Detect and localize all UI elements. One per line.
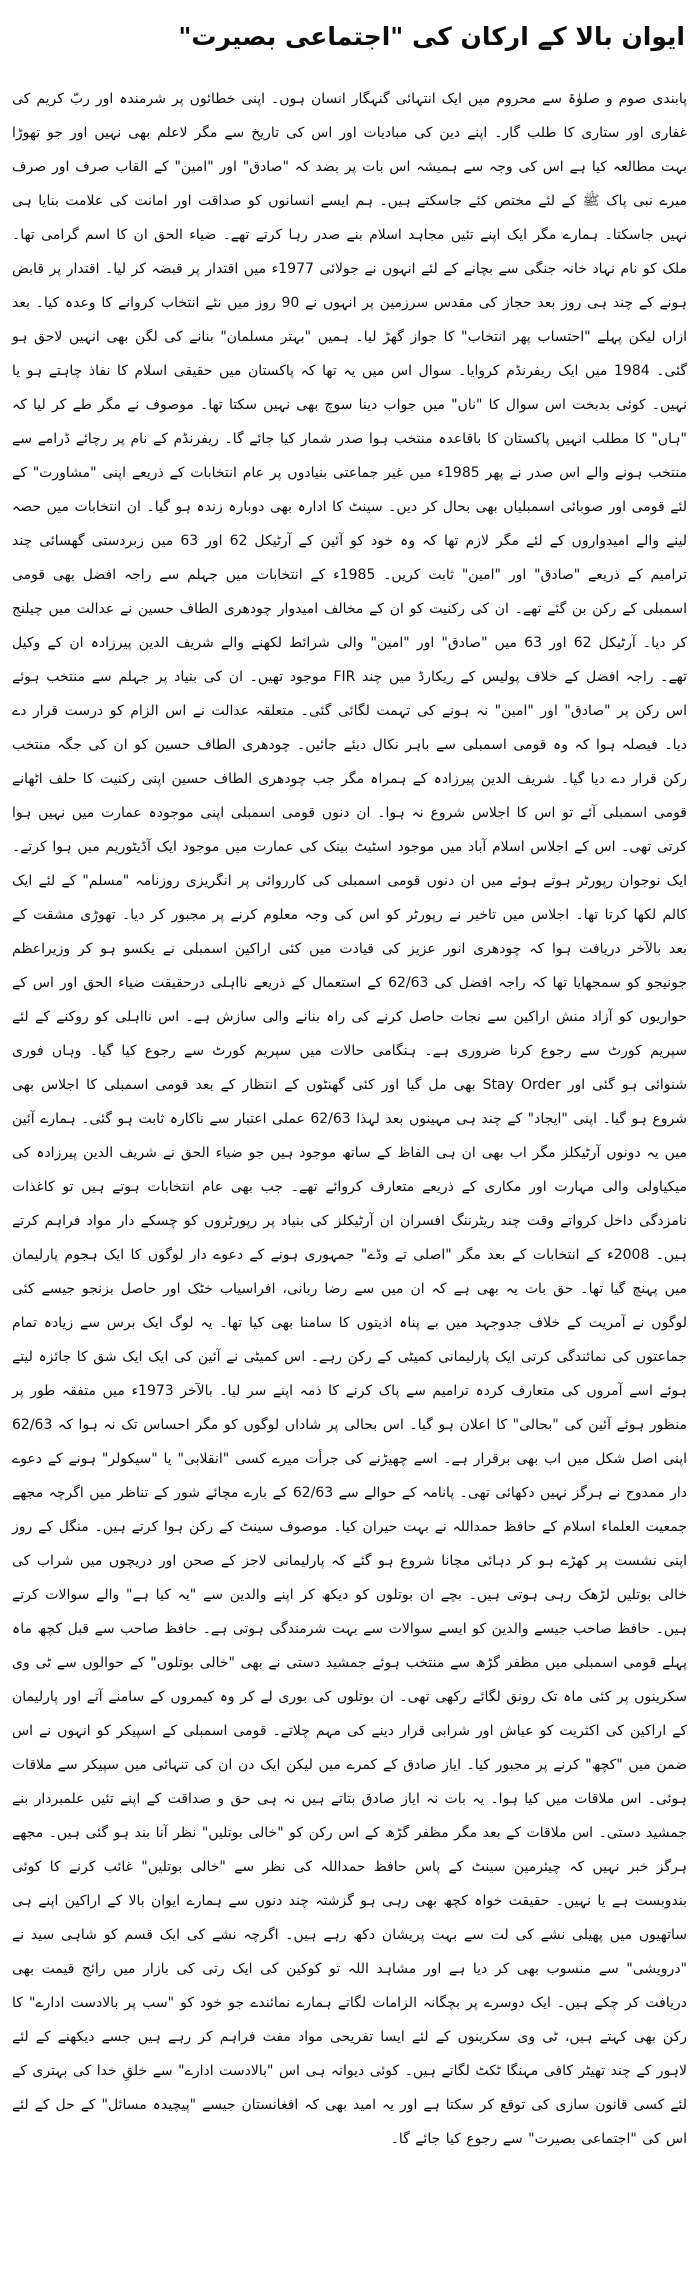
article-title: ایوان بالا کے ارکان کی "اجتماعی بصیرت": [178, 22, 685, 51]
article-body-text: پابندی صوم و صلوٰۃ سے محروم میں ایک انتہائی گنہگار انسان ہوں۔ اپنی خطائوں پر شرمندہ اور ربّ کریم کی غفاری اور ستاری کا طلب گار۔ اپنے دین کی مبادیات اور اس کی تاریخ سے مگر لاعلم بھی نہیں اور جو تھوڑا بہت مطالعہ کیا ہے اس کی وجہ سے ہمیشہ اس بات پر بضد کہ "صادق" اور "امین" کے القاب صرف اور صرف میرے نبی پاک ﷺ کے لئے مختص کئے جاسکتے ہیں۔ ہم ایسے انسانوں کو صداقت اور امانت کی علامت بنایا ہی نہیں جاسکتا۔ ہمارے مگر ایک اپنے تئیں مجاہد اسلام بنے صدر رہا کرتے تھے۔ ضیاء الحق ان کا اسم گرامی تھا۔ ملک کو نام نہاد خانہ جنگی سے بچانے کے لئے انہوں نے جولائی 1977ء میں اقتدار پر قبضہ کر لیا۔ اقتدار پر قابض ہونے کے چند ہی روز بعد حجاز کی مقدس سرزمین پر انہوں نے 90 روز میں نئے انتخاب کروانے کا وعدہ کیا۔ بعد ازاں لیکن پہلے "احتساب پھر انتخاب" کا جواز گھڑ لیا۔ ہمیں "بہتر مسلمان" بنانے کی لگن بھی انہیں لاحق ہو گئی۔ 1984 میں ایک ریفرنڈم کروایا۔ سوال اس میں یہ تھا کہ پاکستان میں حقیقی اسلام کا نفاذ چاہتے ہو یا نہیں۔ کوئی بدبخت اس سوال کا "ناں" میں جواب دینا سوچ بھی نہیں سکتا تھا۔ موصوف نے مگر طے کر لیا کہ "ہاں" کا مطلب انہیں پاکستان کا باقاعدہ منتخب ہوا صدر شمار کیا جائے گا۔ ریفرنڈم کے نام پر رچائے ڈرامے سے منتخب ہونے والے اس صدر نے پھر 1985ء میں غیر جماعتی بنیادوں پر عام انتخابات کے ذریعے اپنی "مشاورت" کے لئے قومی اور صوبائی اسمبلیاں بھی بحال کر دیں۔ سینٹ کا ادارہ بھی دوبارہ زندہ ہو گیا۔ ان انتخابات میں حصہ لینے والے امیدواروں کے لئے مگر لازم تھا کہ وہ خود کو آئین کے آرٹیکل 62 اور 63 میں زبردستی گھسائی چند ترامیم کے ذریعے "صادق" اور "امین" ثابت کریں۔ 1985ء کے انتخابات میں جہلم سے راجہ افضل بھی قومی اسمبلی کے رکن بن گئے تھے۔ ان کی رکنیت کو ان کے مخالف امیدوار چودھری الطاف حسین نے عدالت میں چیلنج کر دیا۔ آرٹیکل 62 اور 63 میں "صادق" اور "امین" والی شرائط لکھنے والے شریف الدین پیرزادہ ان کے وکیل تھے۔ راجہ افضل کے خلاف پولیس کے ریکارڈ میں چند FIR موجود تھیں۔ ان کی بنیاد پر جہلم سے منتخب ہوئے اس رکن پر "صادق" اور "امین" نہ ہونے کی تہمت لگائی گئی۔ متعلقہ عدالت نے اس الزام کو درست قرار دے دیا۔ فیصلہ ہوا کہ وہ قومی اسمبلی سے باہر نکال دیئے جائیں۔ چودھری الطاف حسین کو ان کی جگہ منتخب رکن قرار دے دیا گیا۔ شریف الدین پیرزادہ کے ہمراہ مگر جب چودھری الطاف حسین اپنی رکنیت کا حلف اٹھانے قومی اسمبلی آئے تو اس کا اجلاس شروع نہ ہوا۔ ان دنوں قومی اسمبلی اپنی موجودہ عمارت میں نہیں ہوا کرتی تھی۔ اس کے اجلاس اسلام آباد میں موجود اسٹیٹ بینک کی عمارت میں موجود ایک آڈیٹوریم میں ہوا کرتے۔ ایک نوجوان رپورٹر ہوتے ہوئے میں ان دنوں قومی اسمبلی کی کارروائی پر انگریزی روزنامہ "مسلم" کے لئے ایک کالم لکھا کرتا تھا۔ اجلاس میں تاخیر نے رپورٹر کو اس کی وجہ معلوم کرنے پر مجبور کر دیا۔ تھوڑی مشقت کے بعد بالآخر دریافت ہوا کہ چودھری انور عزیز کی قیادت میں کئی اراکین اسمبلی نے یکسو ہو کر وزیراعظم جونیجو کو سمجھایا تھا کہ راجہ افضل کی 62/63 کے استعمال کے ذریعے نااہلی درحقیقت ضیاء الحق اور اس کے حواریوں کو آزاد منش اراکین سے نجات حاصل کرنے کی راہ بنانے والی سازش ہے۔ اس نااہلی کو روکنے کے لئے سپریم کورٹ سے رجوع کرنا ضروری ہے۔ ہنگامی حالات میں سپریم کورٹ سے رجوع کیا گیا۔ وہاں فوری شنوائی ہو گئی اور Stay Order بھی مل گیا اور کئی گھنٹوں کے انتظار کے بعد قومی اسمبلی کا اجلاس بھی شروع ہو گیا۔ اپنی "ایجاد" کے چند ہی مہینوں بعد لہذا 62/63 عملی اعتبار سے ناکارہ ثابت ہو گئی۔ ہمارے آئین میں یہ دونوں آرٹیکلز مگر اب بھی ان ہی الفاظ کے ساتھ موجود ہیں جو ضیاء الحق نے شریف الدین پیرزادہ کی میکیاولی والی مہارت اور مکاری کے ذریعے متعارف کروائے تھے۔ جب بھی عام انتخابات ہوتے ہیں تو کاغذات نامزدگی داخل کرواتے وقت چند ریٹرننگ افسران ان آرٹیکلز کی بنیاد پر رپورٹروں کو چسکے دار مواد فراہم کرتے ہیں۔ 2008ء کے انتخابات کے بعد مگر "اصلی تے وڈے" جمہوری ہونے کے دعوے دار لوگوں کا ایک ہجوم پارلیمان میں پہنچ گیا تھا۔ حق بات یہ بھی ہے کہ ان میں سے رضا ربانی، افراسیاب خٹک اور حاصل بزنجو جیسے کئی لوگوں نے آمریت کے خلاف جدوجہد میں بے پناہ اذیتوں کا سامنا بھی کیا تھا۔ یہ لوگ ایک برس سے زیادہ تمام جماعتوں کی نمائندگی کرتی ایک پارلیمانی کمیٹی کے رکن رہے۔ اس کمیٹی نے آئین کی ایک ایک شق کا جائزہ لیتے ہوئے اسے آمروں کی متعارف کردہ ترامیم سے پاک کرنے کا ذمہ اپنے سر لیا۔ بالآخر 1973ء میں متفقہ طور پر منظور ہوئے آئین کی "بحالی" کا اعلان ہو گیا۔ اس بحالی پر شاداں لوگوں کو مگر احساس تک نہ ہوا کہ 62/63 اپنی اصل شکل میں اب بھی برقرار ہے۔ اسے چھیڑنے کی جرأت میرے کسی "انقلابی" یا "سیکولر" ہونے کے دعوے دار ممدوح نے ہرگز نہیں دکھائی تھی۔ پانامہ کے حوالے سے 62/63 کے بارے مچائے شور کے تناظر میں اگرچہ مجھے جمعیت العلماء اسلام کے حافظ حمداللہ نے بہت حیران کیا۔ موصوف سینٹ کے رکن ہوا کرتے ہیں۔ منگل کے روز اپنی نشست پر کھڑے ہو کر دہائی مچانا شروع ہو گئے کہ پارلیمانی لاجز کے صحن اور دریچوں میں شراب کی خالی بوتلیں لڑھک رہی ہوتی ہیں۔ بچے ان بوتلوں کو دیکھ کر اپنے والدین سے "یہ کیا ہے" والے سوالات کرتے ہیں۔ حافظ صاحب جیسے والدین کو ایسے سوالات سے بہت شرمندگی ہوتی ہے۔ حافظ صاحب سے قبل کچھ ماہ پہلے قومی اسمبلی میں مظفر گڑھ سے منتخب ہوئے جمشید دستی نے بھی "خالی بوتلوں" کے حوالوں سے ٹی وی سکرینوں پر کئی ماہ تک رونق لگائے رکھی تھی۔ ان بوتلوں کی بوری لے کر وہ کیمروں کے سامنے آتے اور پارلیمان کے اراکین کی اکثریت کو عیاش اور شرابی قرار دینے کی مہم چلاتے۔ قومی اسمبلی کے اسپیکر کو انہوں نے اس ضمن میں "کچھ" کرنے پر مجبور کیا۔ ایاز صادق کے کمرے میں لیکن ایک دن ان کی تنہائی میں سپیکر سے ملاقات ہوئی۔ اس ملاقات میں کیا ہوا۔ یہ بات نہ ایاز صادق بتاتے ہیں نہ ہی حق و صداقت کے اپنے تئیں علمبردار بنے جمشید دستی۔ اس ملاقات کے بعد مگر مظفر گڑھ کے اس رکن کو "خالی بوتلیں" نظر آنا بند ہو گئی ہیں۔ مجھے ہرگز خبر نہیں کہ چیئرمین سینٹ کے پاس حافظ حمداللہ کی نظر سے "خالی بوتلیں" غائب کرنے کا کوئی بندوبست ہے یا نہیں۔ حقیقت خواہ کچھ بھی رہی ہو گزشتہ چند دنوں سے ہمارے ایوان بالا کے اراکین اپنے ہی ساتھیوں میں پھیلی نشے کی لت سے بہت پریشان دکھ رہے ہیں۔ اگرچہ نشے کی ایک قسم کو شاہی سید نے "درویشی" سے منسوب بھی کر دیا ہے اور مشاہد اللہ تو کوکین کی ایک رتی کی بازار میں رائج قیمت بھی دریافت کر چکے ہیں۔ ایک دوسرے پر بچگانہ الزامات لگاتے ہمارے نمائندے جو خود کو "سب پر بالادست ادارے" کا رکن بھی کہتے ہیں، ٹی وی سکرینوں کے لئے ایسا تفریحی مواد مفت فراہم کر رہے ہیں جسے دیکھنے کے لئے لاہور کے چند تھیٹر کافی مہنگا ٹکٹ لگاتے ہیں۔ کوئی دیوانہ ہی اس "بالادست ادارے" سے خلقِ خدا کی بہتری کے لئے کسی قانون سازی کی توقع کر سکتا ہے اور یہ امید بھی کہ افغانستان جیسے "پیچیدہ مسائل" کے حل کے لئے اس کی "اجتماعی بصیرت" سے رجوع کیا جائے گا۔: [12, 90, 688, 2147]
